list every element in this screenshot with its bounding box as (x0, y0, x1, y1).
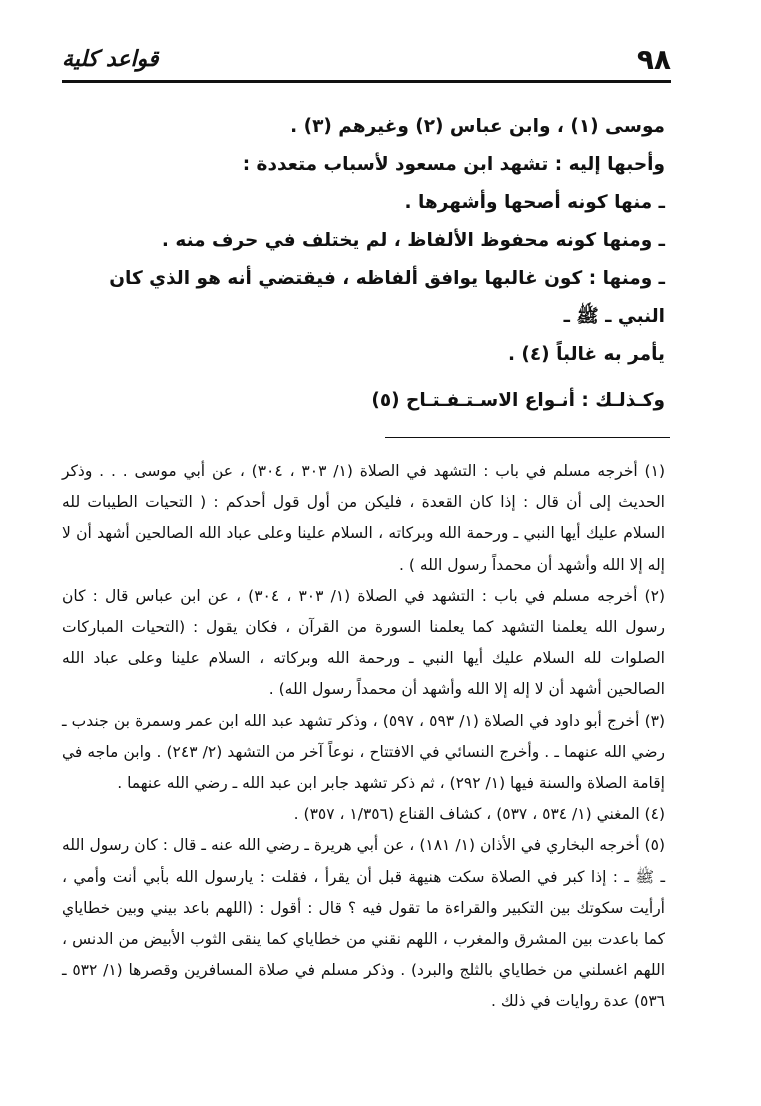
footnote-separator (385, 437, 670, 438)
page-header (62, 44, 671, 76)
footnote: (٥) أخرجه البخاري في الأذان (١/ ١٨١) ، عن أبي هريرة ـ رضي الله عنه ـ قال : كان رسول الله ـ ﷺ ـ : إذا كبر في الصلاة سكت هنيهة قبل أن يقرأ ، فقلت : يارسول الله بأبي أنت وأمي ، أرأيت سكوتك بين التكبير والقراءة ما تقول فيه ؟ قال : أقول : (اللهم باعد بيني وبين خطاياي كما باعدت بين المشرق والمغرب ، اللهم نقني من خطاياي كما ينقى الثوب الأبيض من الدنس ، اللهم اغسلني من خطاياي بالثلج والبرد) . وذكر مسلم في صلاة المسافرين وقصرها (١/ ٥٣٢ ـ ٥٣٦) عدة روايات في ذلك . (62, 836, 666, 1011)
footnote: (٤) المغني (١/ ٥٣٤ ، ٥٣٧) ، كشاف القناع (١/٣٥٦ ، ٣٥٧) . (293, 805, 665, 824)
text-line: وكـذلـك : أنـواع الاسـتـفـتـاح (٥) (371, 390, 665, 411)
main-text (85, 108, 665, 420)
text-line: ـ ومنها كونه محفوظ الألفاظ ، لم يختلف في حرف منه . (161, 230, 665, 251)
footnotes (62, 456, 665, 1018)
footnote: (١) أخرجه مسلم في باب : التشهد في الصلاة (١/ ٣٠٣ ، ٣٠٤) ، عن أبي موسى . . . وذكر الحديث إلى أن قال : إذا كان القعدة ، فليكن من أول قول أحدكم : ( التحيات الطيبات لله السلام عليك أيها النبي ـ ورحمة الله وبركاته ، السلام علينا وعلى عباد الله الصالحين أشهد أن لا إله إلا الله وأشهد أن محمداً رسول الله ) . (62, 462, 665, 574)
page-number: ٩٨ (636, 43, 671, 76)
text-line: ـ منها كونه أصحها وأشهرها . (404, 192, 665, 213)
header-rule (62, 80, 671, 83)
text-line: وأحبها إليه : تشهد ابن مسعود لأسباب متعددة : (242, 154, 665, 175)
text-line: موسى (١) ، وابن عباس (٢) وغيرهم (٣) . (290, 116, 665, 137)
text-line: ـ ومنها : كون غالبها يوافق ألفاظه ، فيقتضي أنه هو الذي كان النبي ـ ﷺ ـ (109, 268, 665, 327)
footnote: (٣) أخرج أبو داود في الصلاة (١/ ٥٩٣ ، ٥٩٧) ، وذكر تشهد عبد الله ابن عمر وسمرة بن جندب ـ رضي الله عنهما ـ . وأخرج النسائي في الافتتاح ، نوعاً آخر من التشهد (٢/ ٢٤٣) . وابن ماجه في إقامة الصلاة والسنة فيها (١/ ٢٩٢) ، ثم ذكر تشهد جابر ابن عبد الله ـ رضي الله عنهما . (62, 711, 666, 793)
footnote: (٢) أخرجه مسلم في باب : التشهد في الصلاة (١/ ٣٠٣ ، ٣٠٤) ، عن ابن عباس قال : كان رسول الله يعلمنا التشهد كما يعلمنا السورة من القرآن ، فكان يقول : (التحيات المباركات الصلوات لله السلام عليك أيها النبي ـ ورحمة الله وبركاته ، السلام علينا وعلى عباد الله الصالحين أشهد أن لا إله إلا الله وأشهد أن محمداً رسول الله) . (62, 586, 665, 699)
text-line: يأمر به غالباً (٤) . (507, 344, 665, 365)
running-title: قواعد كلية (62, 47, 159, 72)
